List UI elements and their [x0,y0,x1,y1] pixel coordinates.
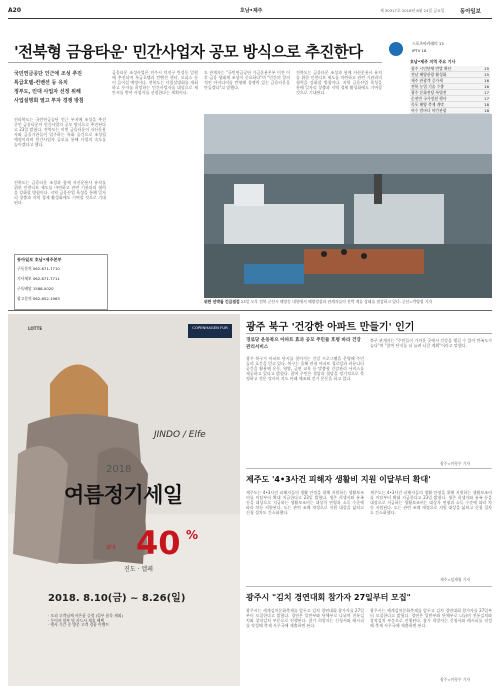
article2-body2: 북구 관계자는 "주민들이 가까운 곳에서 건강을 챙길 수 있어 만족도가 높다"며 "참여 단지를 더 늘려 나갈 계획"이라고 말했다. [370,338,492,348]
section-name: 호남•제주 [240,8,263,14]
caption-title: 위판 선박들 긴급점검 [204,299,240,304]
article4-author: 광주=이형주 기자 [440,677,471,682]
page-number: A20 [8,7,21,14]
lead-body-col2: 금융타운 조성사업은 전주시 덕진구 만성동 일원에 추진되며 특급호텔과 컨벤션 센터, 오피스 등이 들어설 예정이다. 전북도는 사업설명회를 개최하고 투자를 희망하는 민간사업자를 대상으로 제안서를 받아 사업자를 선정한다는 계획이다. [112,70,198,95]
index-row[interactable]: 순천만 국가정원 행사 17 [411,96,489,101]
ad-badge: COPENHAGEN FUR [188,324,232,338]
index-row[interactable]: 목포 해양 축제 개막 18 [411,102,489,107]
ad-note: · 행사 기간 중 방문 고객 경품 이벤트 [48,622,110,628]
ad-dates: 2018. 8.10(금) ~ 8.26(일) [48,593,186,604]
ad-discount-unit: % [186,528,199,542]
ad-brand: JINDO / Elfe [154,430,206,440]
index-section-title: 호남•제주 지역 주요 기사 [410,59,456,64]
article2-headline: 광주 북구 '건강한 아파트 만들기' 인기 [246,322,415,333]
index-logo [389,42,403,56]
lead-subheads [14,70,106,106]
ad-discount-value: 40 [136,524,181,562]
contact-row: 구독배달 1588-0020 [17,286,54,291]
index-list [410,66,490,114]
index-subtitle: IPTV 18 [412,48,427,53]
contact-box [14,254,108,310]
ad-year: 2018 [106,464,132,475]
article4-headline: 광주시 "김치 경연대회 참가자 27일부터 모집" [246,593,411,602]
index-title: 스포츠아카데미 13 [412,41,444,46]
article-divider [246,468,492,469]
subhead: 특급호텔-컨벤션 등 유치 [14,80,68,86]
index-row[interactable]: 광주 문화전당 특별전 17 [411,90,489,95]
section-divider [8,310,492,311]
brand-name: 동아일보 [460,9,481,15]
index-row[interactable]: 광주 시민단체 반발 확산 15 [411,66,489,71]
caption-text: 23일 오후 전북 군산시 해망동 내항에서 해양경찰과 관계자들이 선박 계류 상태를 점검하고 있다. [240,299,401,304]
article3-headline: 제주도 '4•3사건 피해자 생활비 지원 이달부터 확대' [246,475,431,484]
photo-caption [204,299,492,304]
lead-body-col4: 전북도는 금융타운 조성과 함께 자산운용사 유치를 위한 인센티브 제도를 마련하고 관련 기관과의 협력을 강화할 방침이다. 지역 금융산업 육성을 통해 일자리 창출과 지역 경제 활성화에도 기여할 것으로 기대된다. [296,70,382,95]
article3-author: 제주=임재영 기자 [440,577,471,582]
article3-body: 제주도는 4•3사건 피해자들의 생활 안정을 위해 지원하는 생활보조비를 이달부터 확대 지급한다고 23일 밝혔다. 생존 희생자와 유족 등을 대상으로 지급하는 생활보조비는 대상자 연령과 소득 수준에 따라 차등 지원된다. 도는 관련 조례 개정으로 지원 대상을 넓히고 신청 절차도 간소화했다. [246,490,364,515]
harbor-photo [204,114,492,298]
lead-body-col3: 도 관계자는 "국민연금공단 기금운용본부 이전 이후 금융 생태계 조성이 중요하다"며 "민간의 창의적인 아이디어를 반영해 경쟁력 있는 금융타운을 만들겠다"고 말했다. [204,70,290,90]
subhead: 사업설명회 열고 투자 경쟁 방침 [14,98,84,104]
header-rule [8,18,492,19]
page-header [8,6,492,17]
lead-body-col1b: 전북도는 금융타운 조성과 함께 자산운용사 유치를 위한 인센티브 제도를 마련하고 관련 기관과의 협력을 강화할 방침이다. 지역 금융산업 육성을 통해 일자리 창출과 지역 경제 활성화에도 기여할 것으로 기대된다. [14,180,106,205]
article2-body: 광주 북구가 아파트 단지를 찾아가는 건강 프로그램을 운영해 주민들의 호응을 얻고 있다. 북구는 올해 관내 아파트 경로당과 커뮤니티 공간을 활용해 운동, 영양, 금연 교육 등 맞춤형 건강관리 서비스를 제공하고 있다고 밝혔다. 참여 주민은 혈압과 혈당을 정기적으로 측정하고 전문 강사의 지도 아래 체조와 걷기 운동을 하고 있다. [246,356,364,381]
ad-discount-box [106,514,206,574]
ad-note: · 모피 고객님께 사은품 증정 (일부 품목 제외) [48,613,123,618]
subhead: 국민연금공단 인근에 조성 추진 [14,71,83,77]
contact-title: 동아일보 호남•제주본부 [17,257,62,262]
lead-body-col1: 전라북도는 국민연금공단 인근 부지에 조성을 추진 중인 금융타운이 민간사업자 공모 방식으로 추진된다고 23일 밝혔다. 전북도는 이번 금융타운이 자산운용사와 금융기관들이 입주하는 특화 공간으로 조성될 예정이라며 민간사업자 공모를 통해 사업의 속도를 높이겠다고 했다. [14,117,106,147]
index-row[interactable]: 여수 밤바다 야간관광 18 [411,108,489,113]
ad-note: · 무이자 할부 및 카드사 제휴 혜택 [48,617,105,623]
article3-body-col2: 제주도는 4•3사건 피해자들의 생활 안정을 위해 지원하는 생활보조비를 이달부터 확대 지급한다고 23일 밝혔다. 생존 희생자와 유족 등을 대상으로 지급하는 생활보조비는 대상자 연령과 소득 수준에 따라 차등 지원된다. 도는 관련 조례 개정으로 지원 대상을 넓히고 신청 절차도 간소화했다. [370,490,492,515]
article-divider-2 [246,586,492,587]
issue-info: 제 30317호 2018년 8월 24일 금요일 [380,8,445,13]
article2-sub: 경로당 운동복으 아파트 효과 공모 주민들 호평 바라 건강관리서비스 [246,338,361,350]
subhead: 정부도, 민대 사업자 선정 위해 [14,89,81,95]
article2-author: 광주=이형주 기자 [440,461,471,466]
index-row[interactable]: 전남 해양관광 활성화 15 [411,72,489,77]
contact-row: 기사제보 062-671-7711 [17,276,60,281]
index-row[interactable]: 제주 관광객 증가세 16 [411,78,489,83]
harbor-illustration [204,114,492,298]
contact-row: 구독문의 062-671-7710 [17,266,60,271]
ad-logo: LOTTE [28,326,43,331]
article2-rule [246,333,492,334]
article4-body-col2: 광주시는 세계김치문화축제를 앞두고 김치 경연대회 참가자를 27일부터 모집한다고 밝혔다. 경연은 일반부와 단체부로 나뉘며 전통김치와 창작김치 부문으로 진행된다. 참가 희망자는 신청서와 레시피를 작성해 축제 사무국에 제출하면 된다. [370,608,492,628]
ad-notes [48,614,218,628]
article4-body: 광주시는 세계김치문화축제를 앞두고 김치 경연대회 참가자를 27일부터 모집한다고 밝혔다. 경연은 일반부와 단체부로 나뉘며 전통김치와 창작김치 부문으로 진행된다. 참가 희망자는 신청서와 레시피를 작성해 축제 사무국에 제출하면 된다. [246,608,364,628]
caption-credit: 군산=박영철 기자 [402,299,433,304]
ad-banner[interactable] [8,314,240,686]
headline-rule [8,62,382,63]
contact-row: 광고문의 062-652-1963 [17,296,60,301]
ad-title: 여름정기세일 [64,483,183,507]
ad-discount-desc: 진도 · 엘페 [124,566,153,573]
lead-headline: '전북형 금융타운' 민간사업자 공모 방식으로 추진한다 [14,43,363,61]
index-row[interactable]: 전북 농업 기술 수출 16 [411,84,489,89]
ad-discount-label: 최대 [106,545,116,551]
